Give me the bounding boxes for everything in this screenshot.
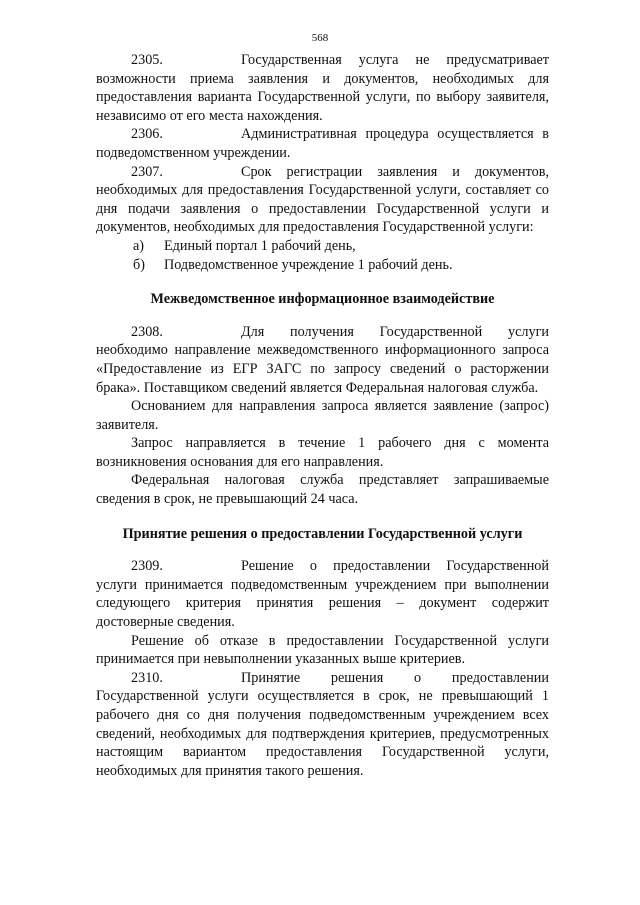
clause-number: 2305.	[131, 52, 163, 68]
clause-number: 2310.	[131, 669, 163, 686]
clause-text: Административная процедура осуществляется в подведомственном учреждении.	[96, 126, 549, 161]
section-heading-interagency: Межведомственное информационное взаимодействие	[150, 291, 495, 308]
page-number: 568	[311, 32, 329, 44]
list-item	[96, 237, 549, 256]
clause-text: Срок регистрации заявления и документов, необходимых для предоставления Государственной услуги, составляет со дня подачи заявления о предоставлении Государственной услуги и документов, необходимых для предоставления Государственной услуги:	[96, 163, 549, 236]
clause-number: 2307.	[131, 163, 163, 180]
clause-number: 2309.	[131, 558, 163, 575]
paragraph-2310	[96, 669, 549, 781]
document-body	[96, 51, 549, 780]
paragraph-2309	[96, 557, 549, 631]
section-heading-decision: Принятие решения о предоставлении Государственной услуги	[122, 525, 523, 542]
clause-number: 2308.	[131, 323, 163, 340]
clause-text: Решение о предоставлении Государственной услуги принимается подведомственным учреждением при выполнении следующего критерия принятия решения – документ содержит достоверные сведения.	[96, 558, 549, 631]
list-marker: б)	[133, 256, 145, 273]
paragraph-2308	[96, 323, 549, 397]
list-item	[96, 256, 549, 275]
paragraph-tax-service: Федеральная налоговая служба представляет запрашиваемые сведения в срок, не превышающий 24 часа.	[96, 472, 549, 508]
clause-number: 2306.	[131, 126, 163, 143]
clause-text: Государственная услуга не предусматривает возможности приема заявления и документов, необходимых для предоставления варианта Государственной услуги, по выбору заявителя, независимо от его места нахождения.	[96, 52, 549, 124]
clause-text: Для получения Государственной услуги необходимо направление межведомственного информационного запроса «Предоставление из ЕГР ЗАГС по запросу сведений о расторжении брака». Поставщиком сведений является Федеральная налоговая служба.	[96, 323, 549, 396]
paragraph-refusal: Решение об отказе в предоставлении Государственной услуги принимается при невыполнении указанных выше критериев.	[96, 632, 549, 668]
list-marker: а)	[133, 237, 145, 254]
list-text: Подведомственное учреждение 1 рабочий день.	[164, 256, 453, 273]
list-text: Единый портал 1 рабочий день,	[164, 237, 356, 254]
paragraph-2307	[96, 163, 549, 237]
clause-text: Принятие решения о предоставлении Государственной услуги осуществляется в срок, не превышающий 1 рабочего дня со дня получения подведомственным учреждением всех сведений, необходимых для подтверждения критериев, предусмотренных настоящим вариантом предоставления Государственной услуги, необходимых для принятия такого решения.	[96, 669, 549, 779]
paragraph-request-timing: Запрос направляется в течение 1 рабочего дня с момента возникновения основания для его направления.	[96, 435, 549, 470]
paragraph-2306	[96, 125, 549, 162]
paragraph-basis: Основанием для направления запроса является заявление (запрос) заявителя.	[96, 398, 549, 433]
paragraph-2305	[96, 51, 549, 125]
